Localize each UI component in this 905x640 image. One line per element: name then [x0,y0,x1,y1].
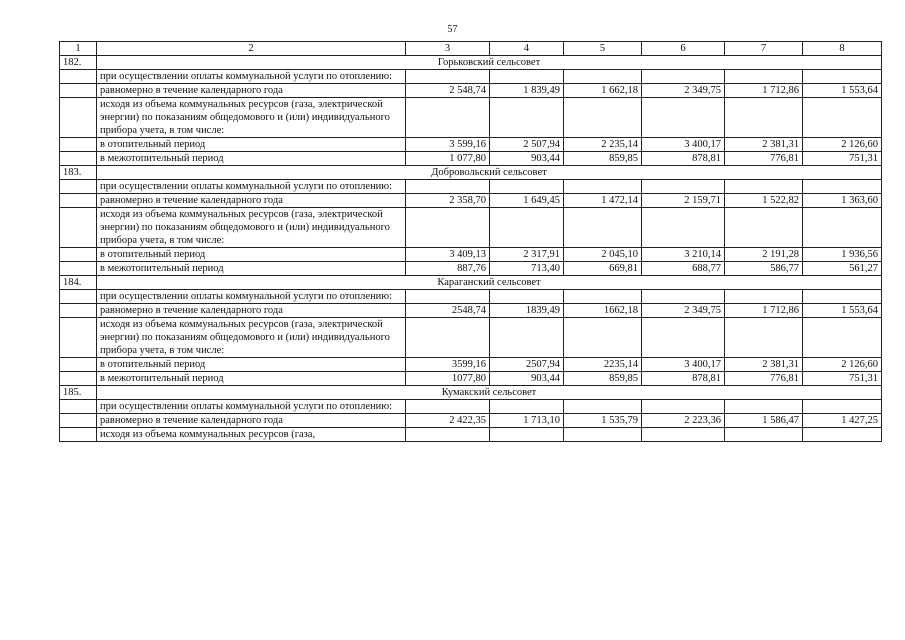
table-row [60,290,882,304]
value-cell: 1 522,82 [725,194,803,208]
value-cell [803,180,882,194]
index-cell [60,318,97,358]
row-label: в межотопительный период [97,372,406,386]
value-cell [642,180,725,194]
column-number-cell: 2 [97,42,406,56]
column-number-cell: 1 [60,42,97,56]
value-cell: 2 126,60 [803,358,882,372]
value-cell [725,98,803,138]
value-cell [642,318,725,358]
value-cell: 688,77 [642,262,725,276]
row-label: в отопительный период [97,248,406,262]
value-cell: 3 400,17 [642,358,725,372]
section-index: 185. [60,386,97,400]
column-number-cell: 7 [725,42,803,56]
value-cell: 3 210,14 [642,248,725,262]
value-cell: 3 400,17 [642,138,725,152]
value-cell: 776,81 [725,372,803,386]
value-cell [564,98,642,138]
value-cell [725,208,803,248]
value-cell: 2 381,31 [725,358,803,372]
value-cell: 3 599,16 [406,138,490,152]
column-number-cell: 4 [490,42,564,56]
index-cell [60,372,97,386]
value-cell: 1 535,79 [564,414,642,428]
table-row [60,98,882,138]
value-cell: 1 553,64 [803,304,882,318]
value-cell: 887,76 [406,262,490,276]
index-cell [60,358,97,372]
value-cell: 859,85 [564,372,642,386]
value-cell [406,318,490,358]
value-cell [490,70,564,84]
value-cell [642,290,725,304]
value-cell [490,428,564,442]
row-label: в отопительный период [97,358,406,372]
value-cell: 586,77 [725,262,803,276]
value-cell [803,290,882,304]
value-cell [564,290,642,304]
value-cell [803,318,882,358]
value-cell: 561,27 [803,262,882,276]
row-label: исходя из объема коммунальных ресурсов (газа, электрической энергии) по показаниям общедомового и (или) индивидуального прибора учета, в том числе: [97,208,406,248]
value-cell: 1 662,18 [564,84,642,98]
table-row [60,138,882,152]
tariff-table [59,41,882,442]
column-number-cell: 6 [642,42,725,56]
value-cell [725,318,803,358]
value-cell: 3 409,13 [406,248,490,262]
value-cell: 2 317,91 [490,248,564,262]
value-cell: 2235,14 [564,358,642,372]
value-cell [490,290,564,304]
section-header-row [60,166,882,180]
value-cell [564,318,642,358]
value-cell [725,70,803,84]
value-cell [803,400,882,414]
column-number-cell: 8 [803,42,882,56]
index-cell [60,180,97,194]
section-name: Добровольский сельсовет [97,166,882,180]
index-cell [60,414,97,428]
value-cell: 1 363,60 [803,194,882,208]
value-cell: 2 223,36 [642,414,725,428]
row-label: исходя из объема коммунальных ресурсов (газа, [97,428,406,442]
value-cell [642,98,725,138]
value-cell: 2 349,75 [642,84,725,98]
table-row [60,304,882,318]
value-cell [803,208,882,248]
value-cell: 2 358,70 [406,194,490,208]
column-number-row [60,42,882,56]
index-cell [60,208,97,248]
value-cell: 1 936,56 [803,248,882,262]
section-name: Кумакский сельсовет [97,386,882,400]
value-cell [490,98,564,138]
index-cell [60,248,97,262]
value-cell [406,290,490,304]
table-row [60,318,882,358]
value-cell [564,70,642,84]
value-cell [490,318,564,358]
value-cell [642,428,725,442]
column-number-cell: 5 [564,42,642,56]
section-header-row [60,56,882,70]
value-cell: 2 191,28 [725,248,803,262]
value-cell: 2 548,74 [406,84,490,98]
value-cell [642,400,725,414]
row-label: исходя из объема коммунальных ресурсов (газа, электрической энергии) по показаниям общедомового и (или) индивидуального прибора учета, в том числе: [97,318,406,358]
row-label: равномерно в течение календарного года [97,414,406,428]
value-cell [490,208,564,248]
row-label: в межотопительный период [97,152,406,166]
table-row [60,208,882,248]
section-header-row [60,386,882,400]
value-cell [406,180,490,194]
value-cell: 2 045,10 [564,248,642,262]
table-row [60,194,882,208]
table-row [60,358,882,372]
value-cell [564,428,642,442]
row-label: при осуществлении оплаты коммунальной услуги по отоплению: [97,290,406,304]
value-cell: 1 077,80 [406,152,490,166]
value-cell: 1 839,49 [490,84,564,98]
table-row [60,428,882,442]
value-cell [803,98,882,138]
value-cell: 878,81 [642,372,725,386]
page-number: 57 [447,24,458,35]
section-index: 183. [60,166,97,180]
value-cell: 2 422,35 [406,414,490,428]
value-cell [564,208,642,248]
value-cell: 1 713,10 [490,414,564,428]
value-cell: 2 381,31 [725,138,803,152]
table-row [60,70,882,84]
value-cell: 751,31 [803,152,882,166]
index-cell [60,152,97,166]
value-cell [490,400,564,414]
row-label: в межотопительный период [97,262,406,276]
row-label: в отопительный период [97,138,406,152]
value-cell: 2548,74 [406,304,490,318]
value-cell: 751,31 [803,372,882,386]
value-cell: 903,44 [490,152,564,166]
index-cell [60,262,97,276]
value-cell [406,400,490,414]
value-cell: 3599,16 [406,358,490,372]
value-cell [803,70,882,84]
section-name: Горьковский сельсовет [97,56,882,70]
value-cell: 1 712,86 [725,84,803,98]
value-cell [725,428,803,442]
value-cell: 1 649,45 [490,194,564,208]
value-cell [642,208,725,248]
value-cell [564,180,642,194]
row-label: равномерно в течение календарного года [97,304,406,318]
row-label: исходя из объема коммунальных ресурсов (газа, электрической энергии) по показаниям общедомового и (или) индивидуального прибора учета, в том числе: [97,98,406,138]
row-label: при осуществлении оплаты коммунальной услуги по отоплению: [97,400,406,414]
value-cell [406,208,490,248]
value-cell: 903,44 [490,372,564,386]
value-cell: 2 159,71 [642,194,725,208]
value-cell: 1 427,25 [803,414,882,428]
value-cell [490,180,564,194]
section-name: Караганский сельсовет [97,276,882,290]
value-cell: 713,40 [490,262,564,276]
value-cell: 2 126,60 [803,138,882,152]
value-cell [725,400,803,414]
value-cell: 669,81 [564,262,642,276]
index-cell [60,290,97,304]
index-cell [60,194,97,208]
value-cell [406,428,490,442]
row-label: равномерно в течение календарного года [97,194,406,208]
value-cell: 1077,80 [406,372,490,386]
index-cell [60,304,97,318]
row-label: равномерно в течение календарного года [97,84,406,98]
value-cell [725,290,803,304]
value-cell: 2 507,94 [490,138,564,152]
table-row [60,262,882,276]
index-cell [60,84,97,98]
value-cell: 878,81 [642,152,725,166]
value-cell: 2 235,14 [564,138,642,152]
column-number-cell: 3 [406,42,490,56]
row-label: при осуществлении оплаты коммунальной услуги по отоплению: [97,70,406,84]
value-cell: 859,85 [564,152,642,166]
value-cell [406,98,490,138]
table-row [60,152,882,166]
value-cell [725,180,803,194]
value-cell [803,428,882,442]
row-label: при осуществлении оплаты коммунальной услуги по отоплению: [97,180,406,194]
value-cell: 2 349,75 [642,304,725,318]
value-cell: 1 553,64 [803,84,882,98]
value-cell [564,400,642,414]
value-cell: 2507,94 [490,358,564,372]
table-row [60,372,882,386]
value-cell: 1 712,86 [725,304,803,318]
table-row [60,84,882,98]
index-cell [60,98,97,138]
table-row [60,180,882,194]
index-cell [60,70,97,84]
value-cell: 1 586,47 [725,414,803,428]
index-cell [60,138,97,152]
value-cell: 1662,18 [564,304,642,318]
value-cell: 1 472,14 [564,194,642,208]
index-cell [60,400,97,414]
value-cell: 1839,49 [490,304,564,318]
section-index: 182. [60,56,97,70]
value-cell [642,70,725,84]
value-cell [406,70,490,84]
table-row [60,248,882,262]
index-cell [60,428,97,442]
section-header-row [60,276,882,290]
section-index: 184. [60,276,97,290]
table-row [60,400,882,414]
table-row [60,414,882,428]
value-cell: 776,81 [725,152,803,166]
